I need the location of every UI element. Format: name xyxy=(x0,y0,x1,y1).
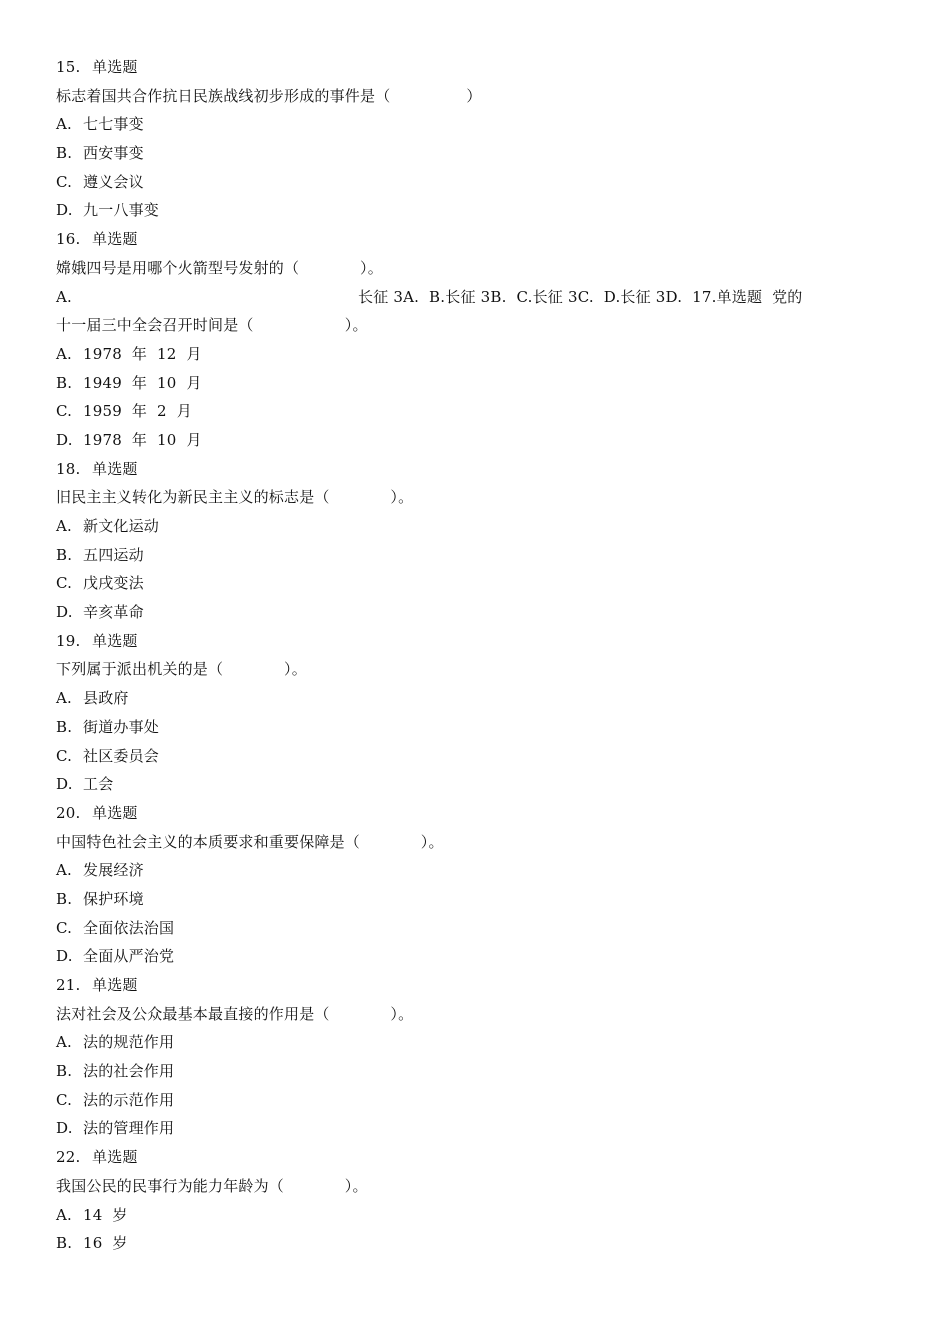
option xyxy=(56,1057,916,1086)
question-header xyxy=(56,799,916,828)
option xyxy=(56,196,916,225)
option-letter: D. xyxy=(56,775,73,794)
option xyxy=(56,942,916,971)
option xyxy=(56,340,916,369)
option xyxy=(56,110,916,139)
option xyxy=(56,397,916,426)
question-number: 15. xyxy=(56,58,81,76)
option-text: 社区委员会 xyxy=(83,746,160,765)
option xyxy=(56,713,916,742)
option xyxy=(56,1114,916,1143)
option-text: 保护环境 xyxy=(83,889,144,908)
question-header xyxy=(56,971,916,1000)
option-text: 五四运动 xyxy=(83,545,144,564)
question-stem: 下列属于派出机关的是（ ）。 xyxy=(56,660,307,679)
option xyxy=(56,541,916,570)
option-text: 1959 年 2 月 xyxy=(83,402,192,421)
option-letter: A. xyxy=(56,517,73,535)
question-stem: 十一届三中全会召开时间是（ ）。 xyxy=(56,316,368,335)
merged-options-text: 长征 3A. B.长征 3B. C.长征 3C. D.长征 3D. 17.单选题 党的 xyxy=(358,287,803,306)
option-text: 14 岁 xyxy=(83,1205,128,1224)
option xyxy=(56,426,916,455)
option-text: 工会 xyxy=(83,775,114,794)
option-letter: D. xyxy=(56,1119,73,1138)
question-number: 18. xyxy=(56,459,81,478)
question-type: 单选题 xyxy=(92,459,138,478)
option xyxy=(56,856,916,885)
option-text: 遵义会议 xyxy=(83,172,144,191)
option-text: 1949 年 10 月 xyxy=(83,373,202,392)
question-stem: 嫦娥四号是用哪个火箭型号发射的（ ）。 xyxy=(56,258,383,277)
option-text: 戊戌变法 xyxy=(83,574,144,593)
option-text: 法的社会作用 xyxy=(83,1062,175,1081)
option xyxy=(56,139,916,168)
option-letter: A. xyxy=(56,115,73,134)
option-text: 县政府 xyxy=(83,689,129,708)
option-letter: A. xyxy=(56,689,73,708)
option-letter: B. xyxy=(56,1234,73,1253)
question-number: 16. xyxy=(56,230,81,249)
option-letter: A. xyxy=(56,1205,73,1224)
question-stem: 法对社会及公众最基本最直接的作用是（ ）。 xyxy=(56,1004,414,1023)
option-letter: D. xyxy=(56,430,73,449)
question-type: 单选题 xyxy=(92,58,138,76)
option-letter: A. xyxy=(56,287,73,306)
question-stem: 中国特色社会主义的本质要求和重要保障是（ ）。 xyxy=(56,832,444,851)
option xyxy=(56,1086,916,1115)
option xyxy=(56,168,916,197)
option-text: 1978 年 10 月 xyxy=(83,430,202,449)
option xyxy=(56,684,916,713)
question-header xyxy=(56,53,916,82)
option xyxy=(56,885,916,914)
option xyxy=(56,369,916,398)
option-text: 法的管理作用 xyxy=(83,1119,175,1138)
merged-options-line xyxy=(56,283,916,312)
question-header xyxy=(56,627,916,656)
option xyxy=(56,1229,916,1258)
option-letter: A. xyxy=(56,1033,73,1052)
question-stem: 旧民主主义转化为新民主主义的标志是（ ）。 xyxy=(56,488,414,507)
option-text: 法的示范作用 xyxy=(83,1090,175,1109)
option-letter: C. xyxy=(56,918,73,937)
option-letter: C. xyxy=(56,574,73,593)
question-number: 19. xyxy=(56,631,81,650)
option xyxy=(56,914,916,943)
option xyxy=(56,1028,916,1057)
option-text: 16 岁 xyxy=(83,1234,128,1253)
option-letter: B. xyxy=(56,373,73,392)
option-letter: C. xyxy=(56,172,73,191)
option-text: 新文化运动 xyxy=(83,517,160,535)
option-letter: B. xyxy=(56,1062,73,1081)
question-stem: 我国公民的民事行为能力年龄为（ ）。 xyxy=(56,1176,368,1195)
option-letter: D. xyxy=(56,947,73,966)
option xyxy=(56,569,916,598)
question-type: 单选题 xyxy=(92,803,138,822)
option-letter: B. xyxy=(56,889,73,908)
option xyxy=(56,1201,916,1230)
question-number: 22. xyxy=(56,1148,81,1167)
option-letter: A. xyxy=(56,344,73,363)
option-letter: C. xyxy=(56,1090,73,1109)
question-type: 单选题 xyxy=(92,631,138,650)
option-letter: B. xyxy=(56,545,73,564)
question-type: 单选题 xyxy=(92,1148,138,1167)
option-text: 西安事变 xyxy=(83,144,144,163)
option-text: 全面依法治国 xyxy=(83,918,175,937)
option-letter: D. xyxy=(56,201,73,220)
option xyxy=(56,770,916,799)
option xyxy=(56,742,916,771)
question-stem: 标志着国共合作抗日民族战线初步形成的事件是（ ） xyxy=(56,86,482,105)
option-text: 法的规范作用 xyxy=(83,1033,175,1052)
option-letter: C. xyxy=(56,746,73,765)
option-text: 1978 年 12 月 xyxy=(83,344,202,363)
option xyxy=(56,598,916,627)
question-header xyxy=(56,225,916,254)
option-text: 发展经济 xyxy=(83,861,144,880)
option-text: 全面从严治党 xyxy=(83,947,175,966)
option-letter: D. xyxy=(56,603,73,622)
question-header xyxy=(56,1143,916,1172)
option-letter: C. xyxy=(56,402,73,421)
question-header xyxy=(56,455,916,484)
option-text: 七七事变 xyxy=(83,115,144,134)
option-text: 辛亥革命 xyxy=(83,603,144,622)
option xyxy=(56,512,916,541)
document-page xyxy=(56,53,916,1258)
option-letter: B. xyxy=(56,144,73,163)
question-number: 21. xyxy=(56,976,81,994)
option-letter: B. xyxy=(56,717,73,736)
question-type: 单选题 xyxy=(92,230,138,249)
question-number: 20. xyxy=(56,803,81,822)
option-text: 九一八事变 xyxy=(83,201,160,220)
option-text: 街道办事处 xyxy=(83,717,160,736)
question-type: 单选题 xyxy=(92,976,138,994)
option-letter: A. xyxy=(56,861,73,880)
